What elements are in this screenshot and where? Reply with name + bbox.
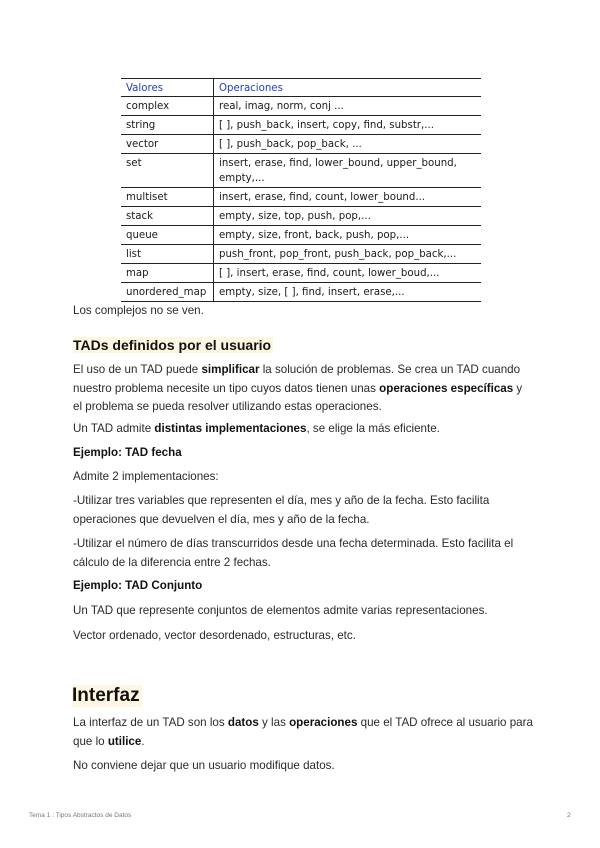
- bold-text: distintas implementaciones: [154, 422, 307, 435]
- table-row: [121, 116, 481, 135]
- table-cell-value: stack: [121, 207, 214, 226]
- footer-page-number: 2: [567, 812, 571, 819]
- table-cell-operations: [ ], insert, erase, find, count, lower_boud,...: [214, 264, 482, 283]
- table-header-values: Valores: [121, 79, 214, 97]
- paragraph-conjunto: Un TAD que represente conjuntos de elementos admite varias representaciones.: [73, 604, 488, 617]
- table-cell-value: string: [121, 116, 214, 135]
- table-cell-value: map: [121, 264, 214, 283]
- table-cell-operations: insert, erase, find, lower_bound, upper_bound, empty,...: [214, 154, 482, 188]
- text-run: La interfaz de un TAD son los: [73, 716, 228, 729]
- table-header-operations: Operaciones: [214, 79, 482, 97]
- paragraph-implementations-count: Admite 2 implementaciones:: [73, 470, 219, 483]
- bold-text: operaciones: [289, 716, 358, 729]
- paragraph-option-three-vars: -Utilizar tres variables que representen el día, mes y año de la fecha. Esto facilita operaciones que devuelven el día, mes y año de la fecha.: [73, 494, 490, 526]
- table-row: [121, 97, 481, 116]
- text-run: .: [141, 734, 145, 748]
- bold-text: operaciones específicas: [379, 381, 514, 395]
- table-row: [121, 154, 481, 188]
- table-cell-value: unordered_map: [121, 283, 214, 302]
- table-row: [121, 207, 481, 226]
- paragraph-option-days: -Utilizar el número de días transcurridos desde una fecha determinada. Esto facilita el cálculo de la diferencia entre 2 fechas.: [73, 537, 514, 569]
- footer-title: Tema 1 : Tipos Abstractos de Datos: [29, 812, 132, 819]
- table-row: [121, 188, 481, 207]
- section-heading-interfaz: Interfaz: [72, 685, 140, 706]
- paragraph-interfaz: [73, 714, 533, 751]
- example-heading-fecha: Ejemplo: TAD fecha: [73, 446, 182, 459]
- tad-operations-table: [121, 78, 481, 302]
- table-caption: Los complejos no se ven.: [73, 304, 204, 317]
- text-run: Un TAD admite: [73, 422, 155, 435]
- table-header-row: [121, 79, 481, 97]
- table-row: [121, 245, 481, 264]
- table-cell-value: vector: [121, 135, 214, 154]
- table-cell-value: set: [121, 154, 214, 188]
- table-cell-operations: empty, size, [ ], find, insert, erase,...: [214, 283, 482, 302]
- text-run: la solución de problemas. Se crea un TAD cuando nuestro problema necesite un tipo cuyos datos tienen unas: [73, 363, 521, 395]
- table-cell-value: queue: [121, 226, 214, 245]
- table-row: [121, 283, 481, 302]
- bold-text: utilice: [107, 734, 142, 748]
- bold-text: simplificar: [201, 363, 260, 376]
- table-cell-value: complex: [121, 97, 214, 116]
- table-row: [121, 226, 481, 245]
- table-row: [121, 264, 481, 283]
- paragraph-tad-usage: [73, 361, 533, 417]
- text-run: y las: [258, 716, 290, 729]
- text-run: y el problema se pueda resolver utilizando estas operaciones.: [73, 381, 523, 413]
- table-cell-operations: empty, size, top, push, pop,...: [214, 207, 482, 226]
- text-run: El uso de un TAD puede: [73, 363, 202, 376]
- table-cell-value: list: [121, 245, 214, 264]
- table-cell-operations: insert, erase, find, count, lower_bound...: [214, 188, 482, 207]
- paragraph-implementations: [73, 420, 533, 439]
- paragraph-representations: Vector ordenado, vector desordenado, estructuras, etc.: [73, 629, 356, 642]
- section-heading-user-tads: TADs definidos por el usuario: [73, 337, 272, 353]
- table-cell-operations: [ ], push_back, pop_back, ...: [214, 135, 482, 154]
- table-cell-operations: push_front, pop_front, push_back, pop_back,...: [214, 245, 482, 264]
- table-row: [121, 135, 481, 154]
- table-cell-operations: real, imag, norm, conj ...: [214, 97, 482, 116]
- paragraph-modify-data: No conviene dejar que un usuario modifique datos.: [73, 759, 335, 772]
- text-run: que el TAD ofrece al usuario para que lo: [73, 716, 533, 748]
- table-cell-value: multiset: [121, 188, 214, 207]
- table-cell-operations: empty, size, front, back, push, pop,...: [214, 226, 482, 245]
- example-heading-conjunto: Ejemplo: TAD Conjunto: [73, 579, 203, 592]
- table-cell-operations: [ ], push_back, insert, copy, find, substr,...: [214, 116, 482, 135]
- bold-text: datos: [227, 716, 259, 729]
- text-run: , se elige la más eficiente.: [306, 422, 440, 435]
